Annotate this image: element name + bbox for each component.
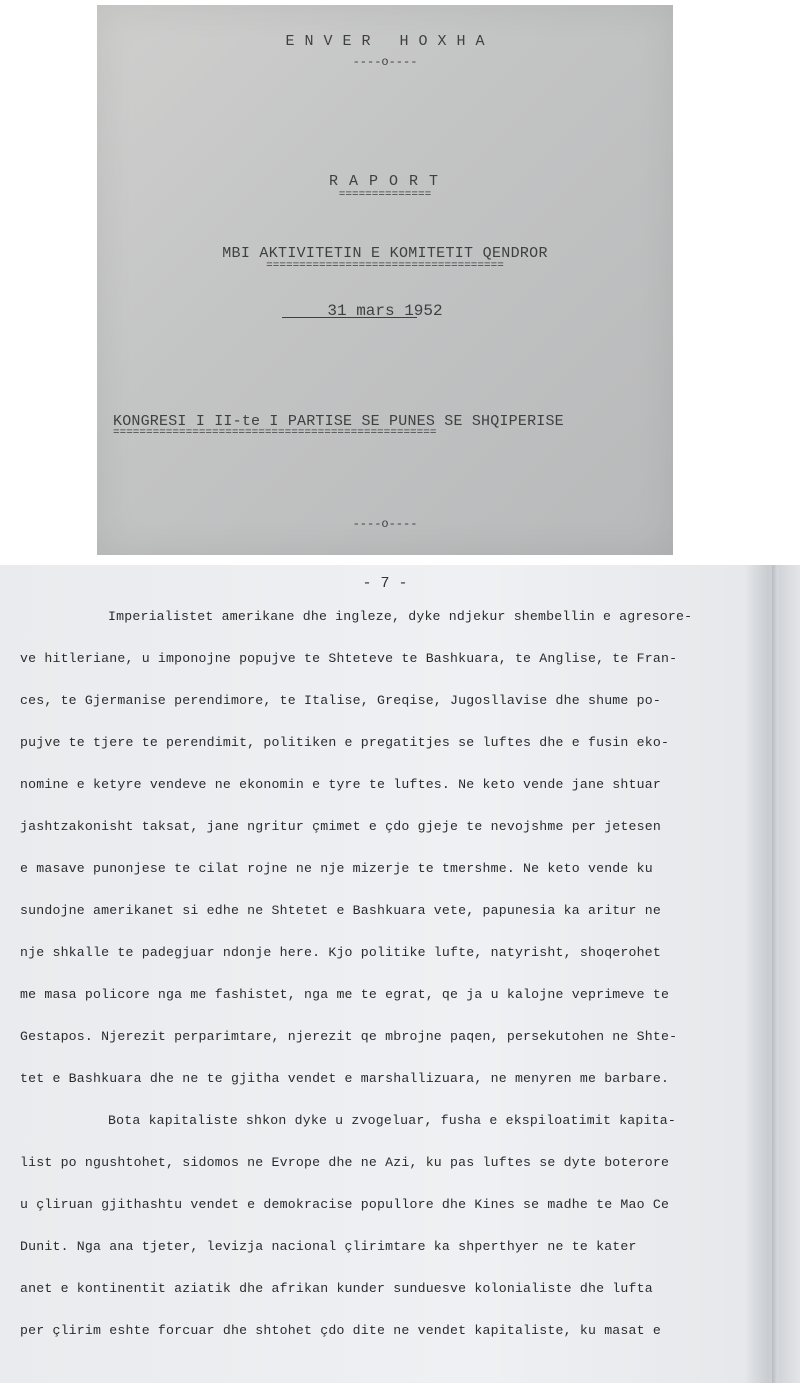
text-line: ve hitleriane, u imponojne popujve te Shteteve te Bashkuara, te Anglise, te Fran- bbox=[20, 651, 678, 666]
text-line: Bota kapitaliste shkon dyke u zvogeluar, fusha e ekspiloatimit kapita- bbox=[108, 1113, 676, 1128]
text-line: e masave punonjese te cilat rojne ne nje mizerje te tmershme. Ne keto vende ku bbox=[20, 861, 653, 876]
text-line: Gestapos. Njerezit perparimtare, njerezit qe mbrojne paqen, persekutohen ne Shte- bbox=[20, 1029, 678, 1044]
text-line: tet e Bashkuara dhe ne te gjitha vendet e marshallizuara, ne menyren me barbare. bbox=[20, 1071, 670, 1086]
document-title: RAPORT bbox=[328, 173, 449, 190]
text-line: pujve te tjere te perendimit, politiken e pregatitjes se luftes dhe e fusin eko- bbox=[20, 735, 670, 750]
title-underline: ============== bbox=[338, 189, 432, 201]
page-edge bbox=[772, 565, 778, 1383]
text-line: ces, te Gjermanise perendimore, te Italise, Greqise, Jugosllavise dhe shume po- bbox=[20, 693, 661, 708]
text-line: per çlirim eshte forcuar dhe shtohet çdo dite ne vendet kapitaliste, ku masat e bbox=[20, 1323, 661, 1338]
separator-bottom: ----o---- bbox=[352, 517, 418, 531]
separator-top: ----o---- bbox=[352, 55, 418, 69]
page-number: - 7 - bbox=[362, 575, 408, 592]
subtitle-underline: ==================================== bbox=[266, 260, 504, 272]
author-name: ENVER HOXHA bbox=[285, 33, 495, 50]
text-line: Dunit. Nga ana tjeter, levizja nacional çlirimtare ka shperthyer ne te kater bbox=[20, 1239, 637, 1254]
text-line: Imperialistet amerikane dhe ingleze, dyke ndjekur shembellin e agresore- bbox=[108, 609, 693, 624]
date-underline bbox=[282, 317, 417, 318]
title-page-photo bbox=[97, 5, 673, 555]
text-line: sundojne amerikanet si edhe ne Shtetet e Bashkuara vete, papunesia ka aritur ne bbox=[20, 903, 661, 918]
text-line: anet e kontinentit aziatik dhe afrikan kunder sunduesve kolonialiste dhe lufta bbox=[20, 1281, 653, 1296]
text-line: nomine e ketyre vendeve ne ekonomin e tyre te luftes. Ne keto vende jane shtuar bbox=[20, 777, 661, 792]
congress-name: KONGRESI I II-te I PARTISE SE PUNES SE SHQIPERISE bbox=[113, 413, 564, 430]
text-line: list po ngushtohet, sidomos ne Evrope dhe ne Azi, ku pas luftes se dyte boterore bbox=[20, 1155, 670, 1170]
text-line: me masa policore nga me fashistet, nga me te egrat, qe ja u kalojne veprimeve te bbox=[20, 987, 670, 1002]
text-line: nje shkalle te padegjuar ndonje here. Kjo politike lufte, natyrisht, shoqerohet bbox=[20, 945, 661, 960]
document-subtitle: MBI AKTIVITETIN E KOMITETIT QENDROR bbox=[222, 245, 548, 262]
text-line: u çliruan gjithashtu vendet e demokracise popullore dhe Kines se madhe te Mao Ce bbox=[20, 1197, 670, 1212]
text-line: jashtzakonisht taksat, jane ngritur çmimet e çdo gjeje te nevojshme per jetesen bbox=[20, 819, 661, 834]
document-date: 31 mars 1952 bbox=[327, 302, 443, 320]
congress-underline: ================================================= bbox=[113, 427, 437, 439]
page-seven-photo bbox=[0, 565, 800, 1383]
